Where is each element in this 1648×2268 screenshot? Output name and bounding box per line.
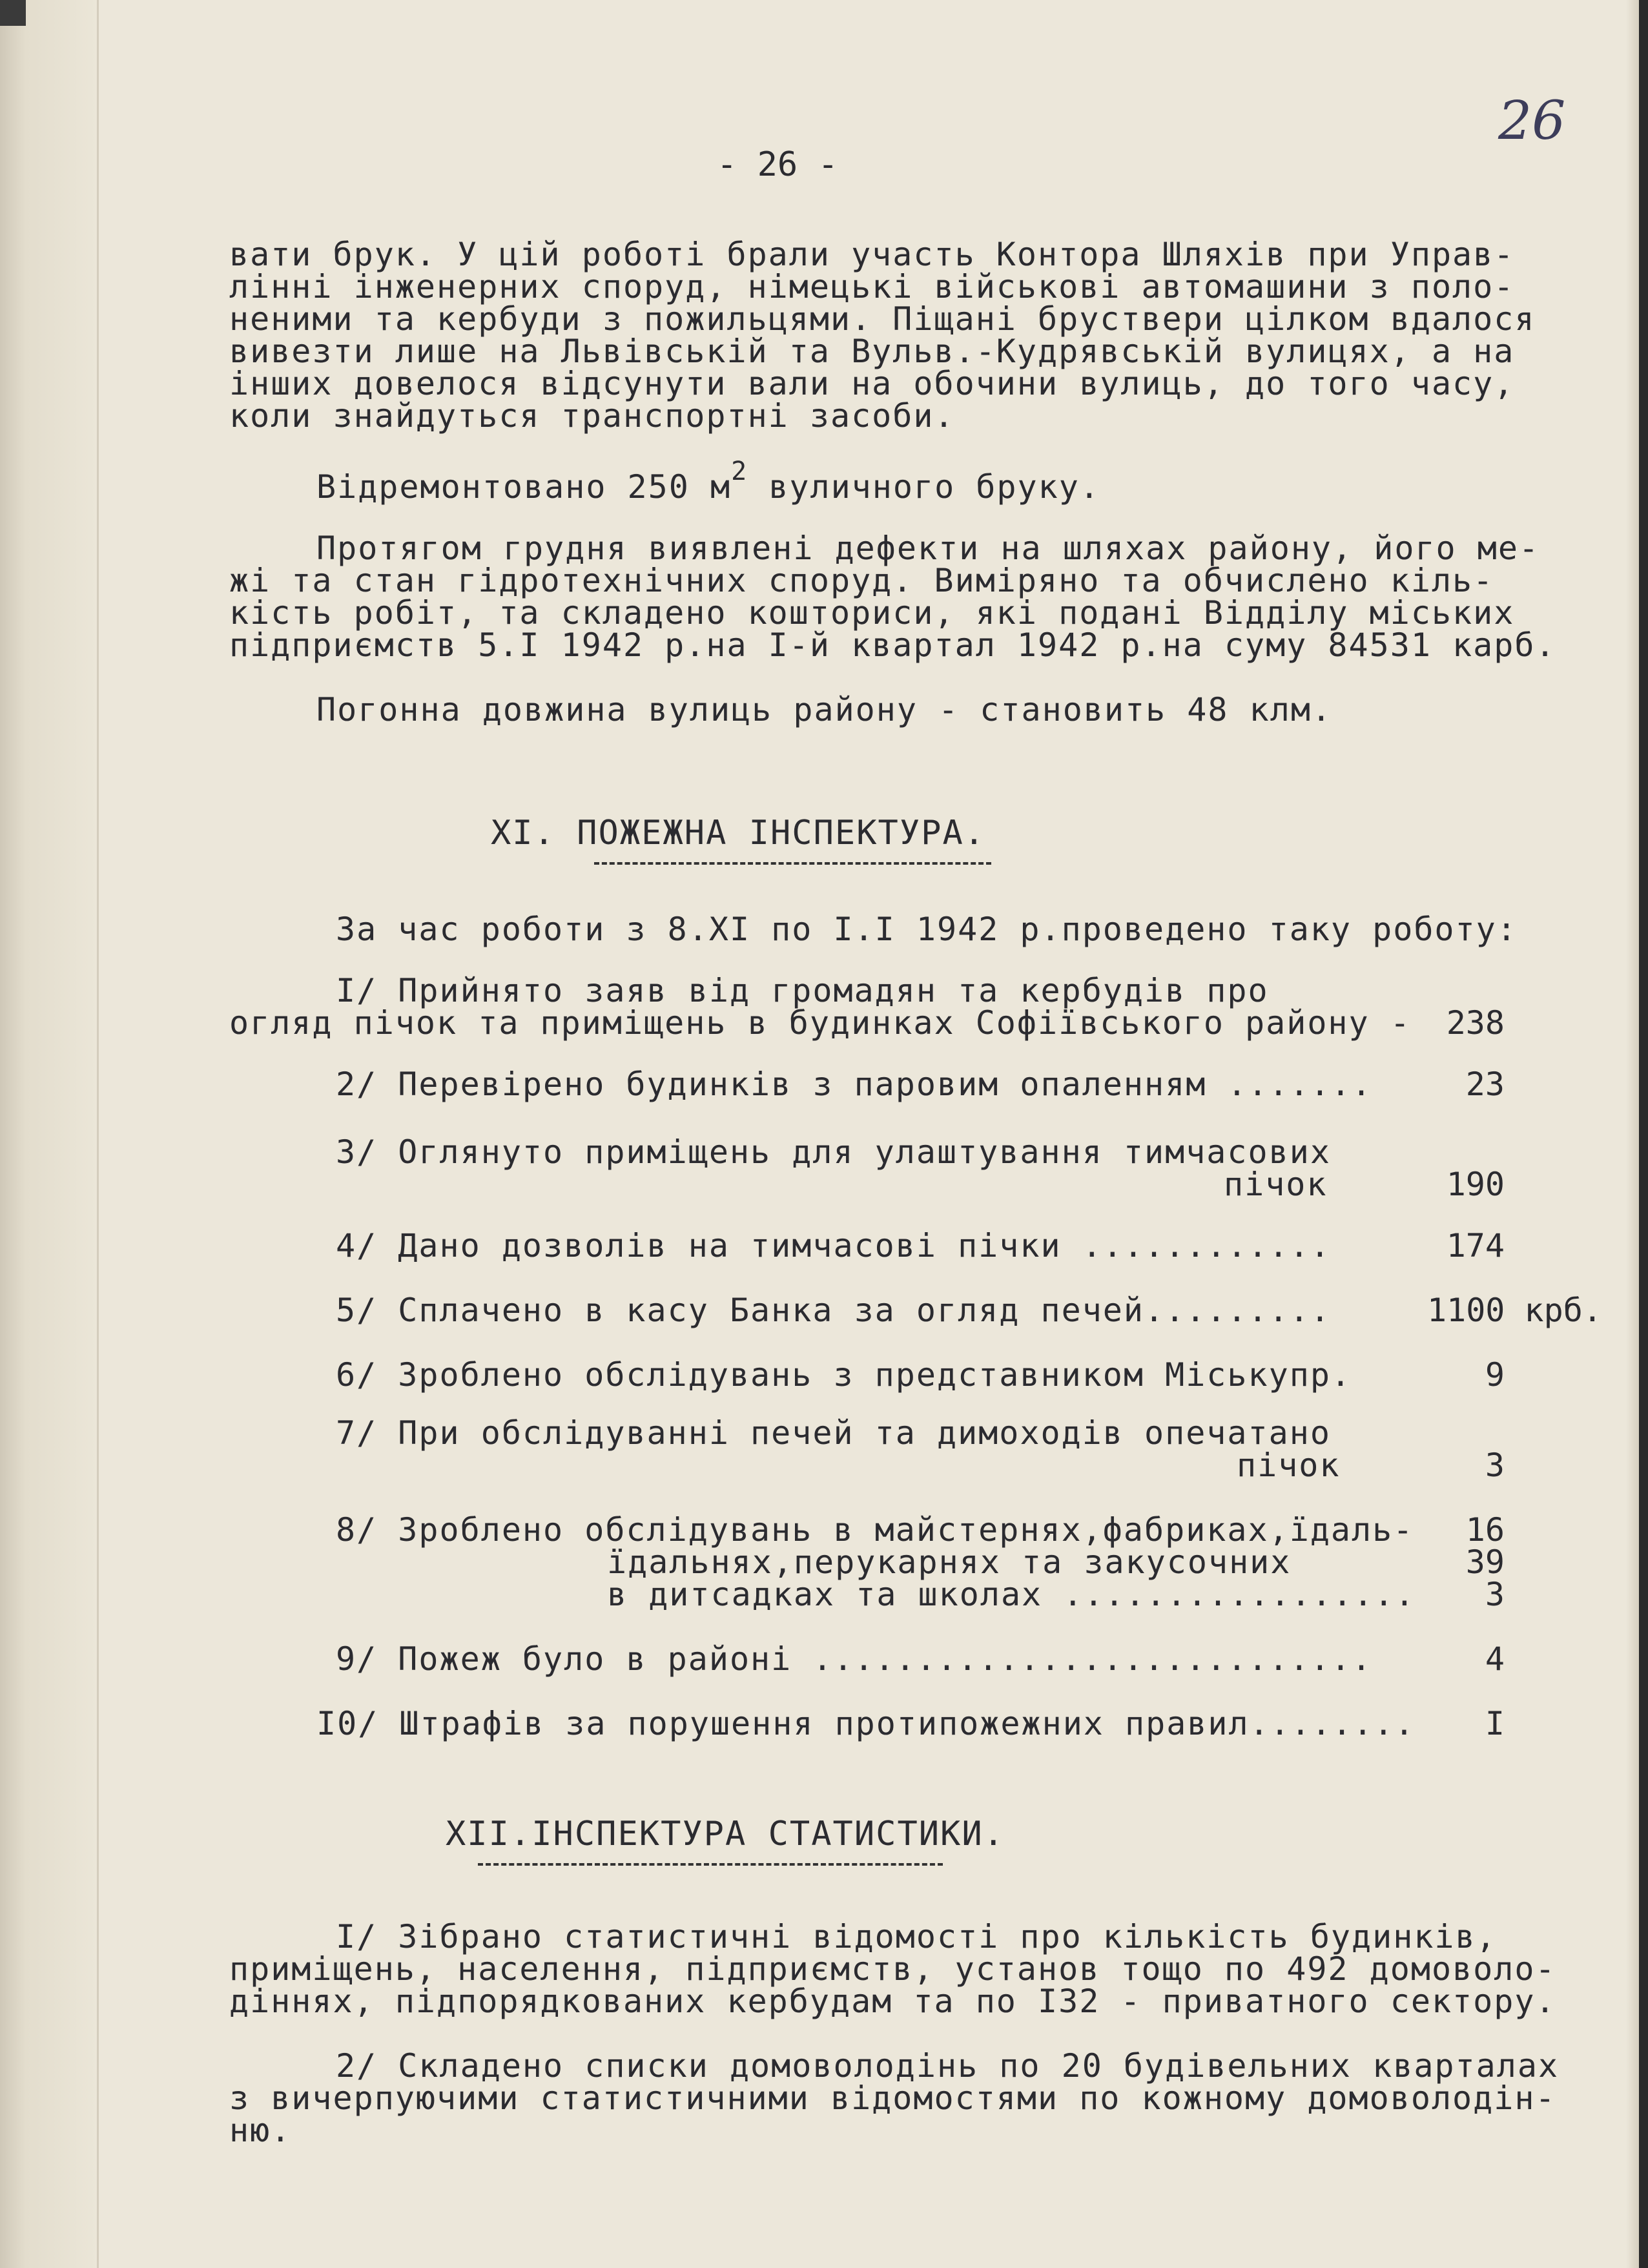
intro-line: лінні інженерних споруд, німецькі військові автомашини з поло- (229, 268, 1515, 305)
intro-line: інших довелося відсунути вали на обочини вулиць, до того часу, (229, 365, 1515, 402)
repair-superscript: 2 (731, 457, 748, 486)
stats-paragraph-2-line: 2/ Складено списки домоволодінь по 20 будівельних кварталах (336, 2047, 1560, 2085)
december-line: жі та стан гідротехнічних споруд. Виміряно та обчислено кіль- (229, 562, 1494, 599)
stats-paragraph-1-line: приміщень, населення, підприємств, установ тощо по 492 домоволо- (229, 1950, 1556, 1988)
fire-item-3-line-2: пічок (1224, 1166, 1328, 1203)
stats-paragraph-1-line: I/ Зібрано статистичні відомості про кількість будинків, (336, 1918, 1497, 1955)
intro-line: вати брук. У цій роботі брали участь Контора Шляхів при Управ- (229, 236, 1515, 273)
fire-item-7-line-2: пічок (1237, 1447, 1341, 1484)
fire-item-4-value: 174 (1446, 1227, 1505, 1264)
intro-line: неними та кербуди з пожильцями. Піщані бруствери цілком вдалося (229, 300, 1536, 338)
handwritten-page-number: 26 (1498, 90, 1566, 152)
fire-item-1-line-2: огляд пічок та приміщень в будинках Софіївського району - (229, 1004, 1411, 1042)
repair-line (316, 457, 1100, 506)
fire-item-8-value-3: 3 (1485, 1576, 1505, 1613)
repair-text-after: вуличного бруку. (748, 468, 1100, 506)
intro-line: коли знайдуться транспортні засоби. (229, 397, 955, 435)
fire-item-10: I0/ Штрафів за порушення протипожежних правил........ (316, 1705, 1416, 1742)
repair-text-before: Відремонтовано 250 м (316, 468, 732, 506)
stats-paragraph-2-line: з вичерпуючими статистичними відомостями по кожному домоволодін- (229, 2079, 1556, 2117)
fire-item-6-value: 9 (1485, 1356, 1505, 1394)
fire-item-2-value: 23 (1465, 1066, 1505, 1103)
fire-item-3-value: 190 (1446, 1166, 1505, 1203)
scan-edge (1639, 0, 1648, 2268)
fire-item-2: 2/ Перевірено будинків з паровим опаленням ....... (336, 1066, 1373, 1103)
fire-item-8-value-1: 16 (1465, 1511, 1505, 1549)
intro-line: вивезти лише на Львівській та Вульв.-Кудрявській вулицях, а на (229, 333, 1515, 370)
section-heading-statistics: XII.ІНСПЕКТУРА СТАТИСТИКИ. (446, 1815, 1005, 1853)
fire-item-8-line-2: їдальнях,перукарнях та закусочних (607, 1543, 1292, 1581)
fire-item-8-line-3: в дитсадках та школах ................. (607, 1576, 1416, 1613)
fire-item-9-value: 4 (1485, 1640, 1505, 1678)
fire-item-3-line-1: 3/ Оглянуто приміщень для улаштування тимчасових (336, 1133, 1331, 1171)
fire-item-8-line-1: 8/ Зроблено обслідувань в майстернях,фабриках,їдаль- (336, 1511, 1414, 1549)
december-line: кість робіт, та складено кошториси, які подані Відділу міських (229, 594, 1515, 632)
fire-item-5-value: 1100 крб. (1427, 1292, 1602, 1329)
fire-item-8-value-2: 39 (1465, 1543, 1505, 1581)
scan-corner-mark (0, 0, 26, 26)
stats-paragraph-2-line: ню. (229, 2112, 292, 2149)
fire-item-10-value: I (1485, 1705, 1505, 1742)
heading-underline (594, 862, 991, 865)
fire-item-4: 4/ Дано дозволів на тимчасові пічки ............ (336, 1227, 1331, 1264)
fire-item-9: 9/ Пожеж було в районі ........................... (336, 1640, 1373, 1678)
december-line: Протягом грудня виявлені дефекти на шляхах району, його ме- (316, 530, 1540, 567)
december-line: підприємств 5.I 1942 р.на I-й квартал 1942 р.на суму 84531 карб. (229, 626, 1556, 664)
street-length-line: Погонна довжина вулиць району - становить 48 клм. (316, 691, 1333, 728)
binding-margin (0, 0, 99, 2268)
fire-item-1-line-1: I/ Прийнято заяв від громадян та кербудів про (336, 972, 1269, 1009)
page-edge-shadow (1626, 0, 1639, 2268)
fire-item-6: 6/ Зроблено обслідувань з представником Міськупр. (336, 1356, 1352, 1394)
fire-item-1-value: 238 (1446, 1004, 1505, 1042)
fire-item-7-line-1: 7/ При обслідуванні печей та димоходів опечатано (336, 1414, 1331, 1452)
heading-underline (478, 1863, 943, 1866)
section-heading-fire: XI. ПОЖЕЖНА ІНСПЕКТУРА. (491, 814, 986, 852)
fire-intro: За час роботи з 8.XI по I.I 1942 р.проведено таку роботу: (336, 911, 1518, 948)
stats-paragraph-1-line: діннях, підпорядкованих кербудам та по I32 - приватного сектору. (229, 1983, 1556, 2020)
fire-item-7-value: 3 (1485, 1447, 1505, 1484)
fire-item-5: 5/ Сплачено в касу Банка за огляд печей......... (336, 1292, 1331, 1329)
typed-page-number: - 26 - (717, 145, 838, 184)
